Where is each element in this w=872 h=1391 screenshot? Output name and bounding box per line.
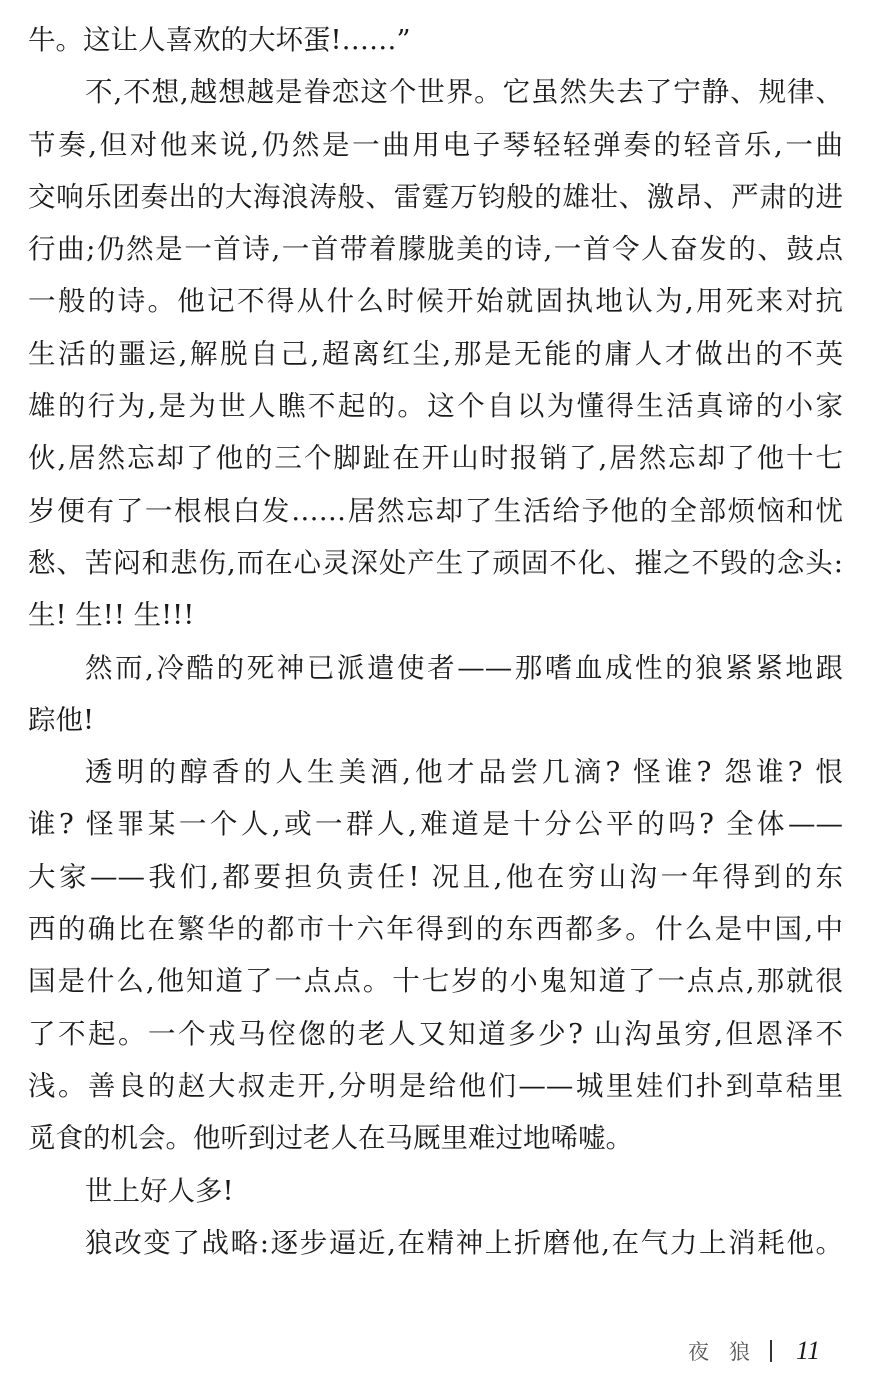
- text-line: 踪他!: [28, 703, 95, 736]
- text-line: 愁、苦闷和悲伤,而在心灵深处产生了顽固不化、摧之不毁的念头:: [28, 546, 843, 579]
- page-footer: [688, 1333, 820, 1369]
- text-line: 交响乐团奏出的大海浪涛般、雷霆万钧般的雄壮、激昂、严肃的进: [28, 180, 843, 213]
- page-body: [28, 14, 843, 1269]
- text-line: 雄的行为,是为世人瞧不起的。这个自以为懂得生活真谛的小家: [28, 390, 843, 423]
- running-title: 夜狼: [688, 1340, 770, 1364]
- text-line: 世上好人多!: [85, 1174, 234, 1207]
- page-number: 11: [796, 1336, 821, 1365]
- text-line: 牛。这让人喜欢的大坏蛋!……”: [28, 24, 411, 56]
- text-line: 岁便有了一根根白发……居然忘却了生活给予他的全部烦恼和忧: [28, 494, 843, 527]
- footer-divider: [770, 1340, 772, 1362]
- text-line: 不,不想,越想越是眷恋这个世界。它虽然失去了宁静、规律、: [85, 76, 843, 109]
- text-line: 大家——我们,都要担负责任! 况且,他在穷山沟一年得到的东: [28, 860, 843, 893]
- text-line: 生! 生!! 生!!!: [28, 599, 195, 632]
- text-line: 觅食的机会。他听到过老人在马厩里难过地唏嘘。: [28, 1122, 633, 1155]
- text-line: 行曲;仍然是一首诗,一首带着朦胧美的诗,一首令人奋发的、鼓点: [28, 233, 843, 266]
- text-line: 西的确比在繁华的都市十六年得到的东西都多。什么是中国,中: [28, 913, 843, 946]
- text-line: 一般的诗。他记不得从什么时候开始就固执地认为,用死来对抗: [28, 285, 843, 318]
- text-line: 生活的噩运,解脱自己,超离红尘,那是无能的庸人才做出的不英: [28, 337, 843, 370]
- text-line: 透明的醇香的人生美酒,他才品尝几滴? 怪谁? 怨谁? 恨: [85, 756, 843, 789]
- text-line: 狼改变了战略:逐步逼近,在精神上折磨他,在气力上消耗他。: [85, 1226, 843, 1259]
- text-line: 浅。善良的赵大叔走开,分明是给他们——城里娃们扑到草秸里: [28, 1069, 843, 1102]
- text-line: 然而,冷酷的死神已派遣使者——那嗜血成性的狼紧紧地跟: [85, 651, 843, 684]
- text-line: 谁? 怪罪某一个人,或一群人,难道是十分公平的吗? 全体——: [28, 808, 843, 841]
- text-line: 国是什么,他知道了一点点。十七岁的小鬼知道了一点点,那就很: [28, 965, 843, 998]
- text-line: 了不起。一个戎马倥偬的老人又知道多少? 山沟虽穷,但恩泽不: [28, 1017, 843, 1050]
- text-line: 节奏,但对他来说,仍然是一曲用电子琴轻轻弹奏的轻音乐,一曲: [28, 128, 843, 161]
- text-line: 伙,居然忘却了他的三个脚趾在开山时报销了,居然忘却了他十七: [28, 442, 843, 475]
